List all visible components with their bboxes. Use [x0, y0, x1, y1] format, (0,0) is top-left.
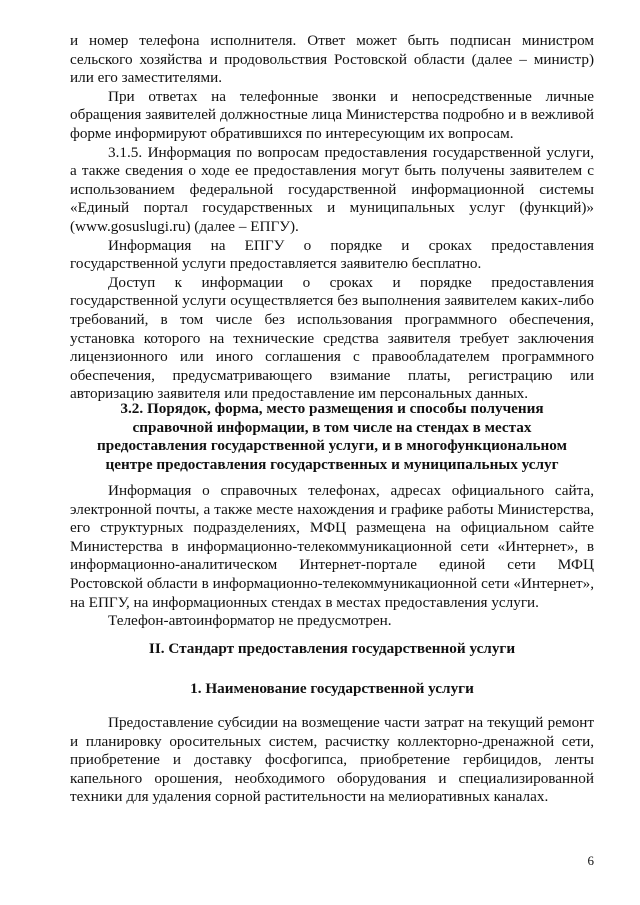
page-number: 6 [587, 853, 594, 868]
paragraph: Телефон-автоинформатор не предусмотрен. [108, 612, 392, 630]
paragraph: Информация о справочных телефонах, адресах официального сайта, электронной почты, а также месте нахождения и графике работы Министерства, его структурных подразделениях, МФЦ размещена на официальном сайте Министерства в информационно-телекоммуникационной сети «Интернет», в информационно-аналитическом Интернет-портале единой сети МФЦ Ростовской области в информационно-телекоммуникационной сети «Интернет», на ЕПГУ, на информационных стендах в местах предоставления услуги. [70, 482, 594, 611]
section-3-2-text [70, 482, 594, 631]
section-heading: 1. Наименование государственной услуги [190, 680, 474, 697]
section-3-2-heading-block [70, 400, 594, 474]
paragraph: Информация на ЕПГУ о порядке и сроках предоставления государственной услуги предоставляется заявителю бесплатно. [70, 236, 594, 273]
part-2-heading-block [70, 640, 594, 659]
section-3-1-text [70, 32, 594, 404]
paragraph: Доступ к информации о сроках и порядке предоставления государственной услуги осуществляется без выполнения заявителем каких-либо требований, в том числе без использования программного обеспечения, установка которого на технические средства заявителя требует заключения лицензионного или иного соглашения с правообладателем программного обеспечения, предусматривающего взимание платы, регистрацию или авторизацию заявителя или предоставление им персональных данных. [70, 273, 594, 403]
section-1-text [70, 714, 594, 807]
part-heading: II. Стандарт предоставления государственной услуги [148, 640, 516, 657]
paragraph: При ответах на телефонные звонки и непосредственные личные обращения заявителей должностные лица Министерства подробно и в вежливой форме информируют обратившихся по интересующим их вопросам. [70, 87, 594, 142]
paragraph: Предоставление субсидии на возмещение части затрат на текущий ремонт и планировку оросительных систем, расчистку коллекторно-дренажной сети, приобретение и доставку фосфогипса, приобретение гербицидов, ленты капельного орошения, необходимого оборудования и специализированной техники для удаления сорной растительности на мелиоративных каналах. [70, 714, 594, 806]
section-heading: 3.2. Порядок, форма, место размещения и способы получения справочной информации, в том числе на стендах в местах предоставления государственной услуги, и в многофункциональном центре предоставления государственных и муниципальных услуг [97, 400, 567, 473]
section-1-heading-block [70, 680, 594, 699]
paragraph: 3.1.5. Информация по вопросам предоставления государственной услуги, а также сведения о ходе ее предоставления могут быть получены заявителем с использованием федеральной государственной информационной системы «Единый портал государственных и муниципальных услуг (функций)» (www.gosuslugi.ru) (далее – ЕПГУ). [70, 143, 594, 235]
paragraph: и номер телефона исполнителя. Ответ может быть подписан министром сельского хозяйства и продовольствия Ростовской области (далее – министр) или его заместителями. [70, 32, 594, 87]
